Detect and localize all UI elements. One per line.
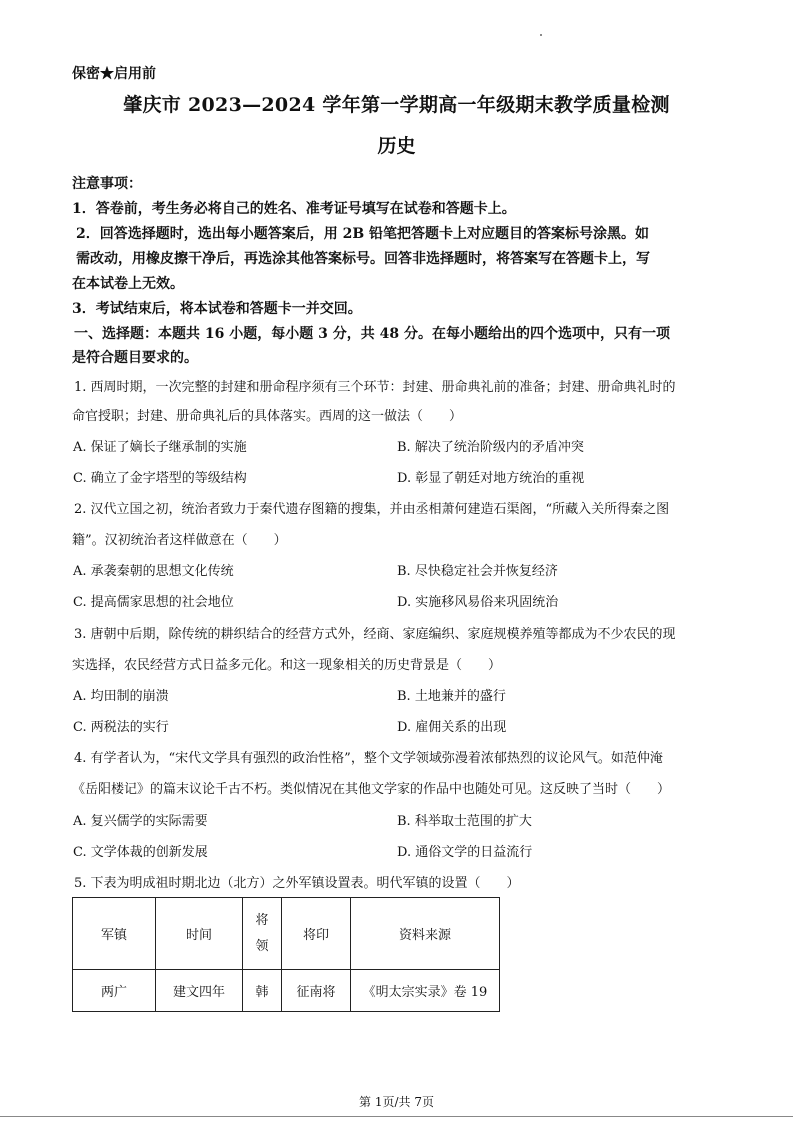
- notes-heading: 注意事项：: [72, 176, 142, 192]
- note-2-line-1: 2．回答选择题时，选出每小题答案后，用 2B 铅笔把答题卡上对应题目的答案标号涂黑。如: [76, 226, 650, 242]
- q4-option-d[interactable]: D. 通俗文学的日益流行: [397, 845, 533, 860]
- q3-option-c[interactable]: C. 两税法的实行: [73, 720, 169, 735]
- note-3: 3．考试结束后，将本试卷和答题卡一并交回。: [72, 301, 362, 317]
- q1-option-b[interactable]: B. 解决了统治阶级内的矛盾冲突: [397, 440, 584, 455]
- footer-divider: [0, 1116, 793, 1117]
- q2-option-d[interactable]: D. 实施移风易俗来巩固统治: [397, 595, 559, 610]
- q5-table: [72, 897, 500, 1012]
- q4-option-b[interactable]: B. 科举取士范围的扩大: [397, 814, 532, 829]
- page-number: 第 1页/共 7页: [359, 1095, 434, 1109]
- q2-option-a[interactable]: A. 承袭秦朝的思想文化传统: [73, 564, 234, 579]
- q1-stem-line-1: 1. 西周时期，一次完整的封建和册命程序须有三个环节：封建、册命典礼前的准备；封建、册命典礼时的: [74, 380, 676, 395]
- table-header-cell-vertical: 将领: [255, 912, 269, 954]
- q5-stem: 5. 下表为明成祖时期北边（北方）之外军镇设置表。明代军镇的设置（ ）: [74, 876, 520, 891]
- table-header-cell: 将印: [282, 898, 351, 970]
- table-row: [73, 970, 500, 1012]
- q1-option-a[interactable]: A. 保证了嫡长子继承制的实施: [73, 440, 247, 455]
- q1-option-c[interactable]: C. 确立了金字塔型的等级结构: [73, 471, 247, 486]
- note-1: 1．答卷前，考生务必将自己的姓名、准考证号填写在试卷和答题卡上。: [72, 201, 516, 217]
- table-header-cell: 军镇: [73, 898, 156, 970]
- table-header-row: [73, 898, 500, 970]
- table-cell: 韩: [243, 970, 282, 1012]
- table-header-cell: 时间: [156, 898, 243, 970]
- q1-option-d[interactable]: D. 彰显了朝廷对地方统治的重视: [397, 471, 585, 486]
- q3-option-d[interactable]: D. 雇佣关系的出现: [397, 720, 507, 735]
- subject-title: 历史: [377, 135, 416, 157]
- table-cell: 《明太宗实录》卷 19: [351, 970, 500, 1012]
- q3-option-b[interactable]: B. 土地兼并的盛行: [397, 689, 506, 704]
- table-cell: 两广: [73, 970, 156, 1012]
- note-2-line-3: 在本试卷上无效。: [72, 276, 184, 292]
- q3-option-a[interactable]: A. 均田制的崩溃: [73, 689, 169, 704]
- q4-option-c[interactable]: C. 文学体裁的创新发展: [73, 845, 208, 860]
- table-cell: 建文四年: [156, 970, 243, 1012]
- q3-stem-line-1: 3. 唐朝中后期，除传统的耕织结合的经营方式外，经商、家庭编织、家庭规模养殖等都成为不少农民的现: [74, 627, 676, 642]
- q3-stem-line-2: 实选择，农民经营方式日益多元化。和这一现象相关的历史背景是（ ）: [72, 658, 502, 673]
- q2-stem-line-1: 2. 汉代立国之初，统治者致力于秦代遗存图籍的搜集，并由丞相萧何建造石渠阁，“所藏入关所得秦之图: [74, 502, 670, 517]
- q2-option-b[interactable]: B. 尽快稳定社会并恢复经济: [397, 564, 558, 579]
- table-header-cell: 资料来源: [351, 898, 500, 970]
- q4-option-a[interactable]: A. 复兴儒学的实际需要: [73, 814, 208, 829]
- q2-stem-line-2: 籍”。汉初统治者这样做意在（ ）: [72, 533, 287, 548]
- table-header-cell: [243, 898, 282, 970]
- q4-stem-line-2: 《岳阳楼记》的篇末议论千古不朽。类似情况在其他文学家的作品中也随处可见。这反映了当时（ ）: [72, 782, 671, 797]
- confidential-label: 保密★启用前: [72, 66, 156, 82]
- scan-speck: [540, 34, 542, 36]
- q4-stem-line-1: 4. 有学者认为，“宋代文学具有强烈的政治性格”，整个文学领域弥漫着浓郁热烈的议论风气。如范仲淹: [74, 751, 663, 766]
- section-1-intro-line-2: 是符合题目要求的。: [72, 350, 198, 366]
- q2-option-c[interactable]: C. 提高儒家思想的社会地位: [73, 595, 234, 610]
- section-1-intro-line-1: 一、选择题：本题共 16 小题，每小题 3 分，共 48 分。在每小题给出的四个选项中，只有一项: [74, 326, 670, 342]
- exam-title: 肇庆市 2023—2024 学年第一学期高一年级期末教学质量检测: [123, 94, 670, 116]
- note-2-line-2: 需改动，用橡皮擦干净后，再选涂其他答案标号。回答非选择题时，将答案写在答题卡上，写: [76, 251, 650, 267]
- table-cell: 征南将: [282, 970, 351, 1012]
- q1-stem-line-2: 命官授职；封建、册命典礼后的具体落实。西周的这一做法（ ）: [72, 409, 463, 424]
